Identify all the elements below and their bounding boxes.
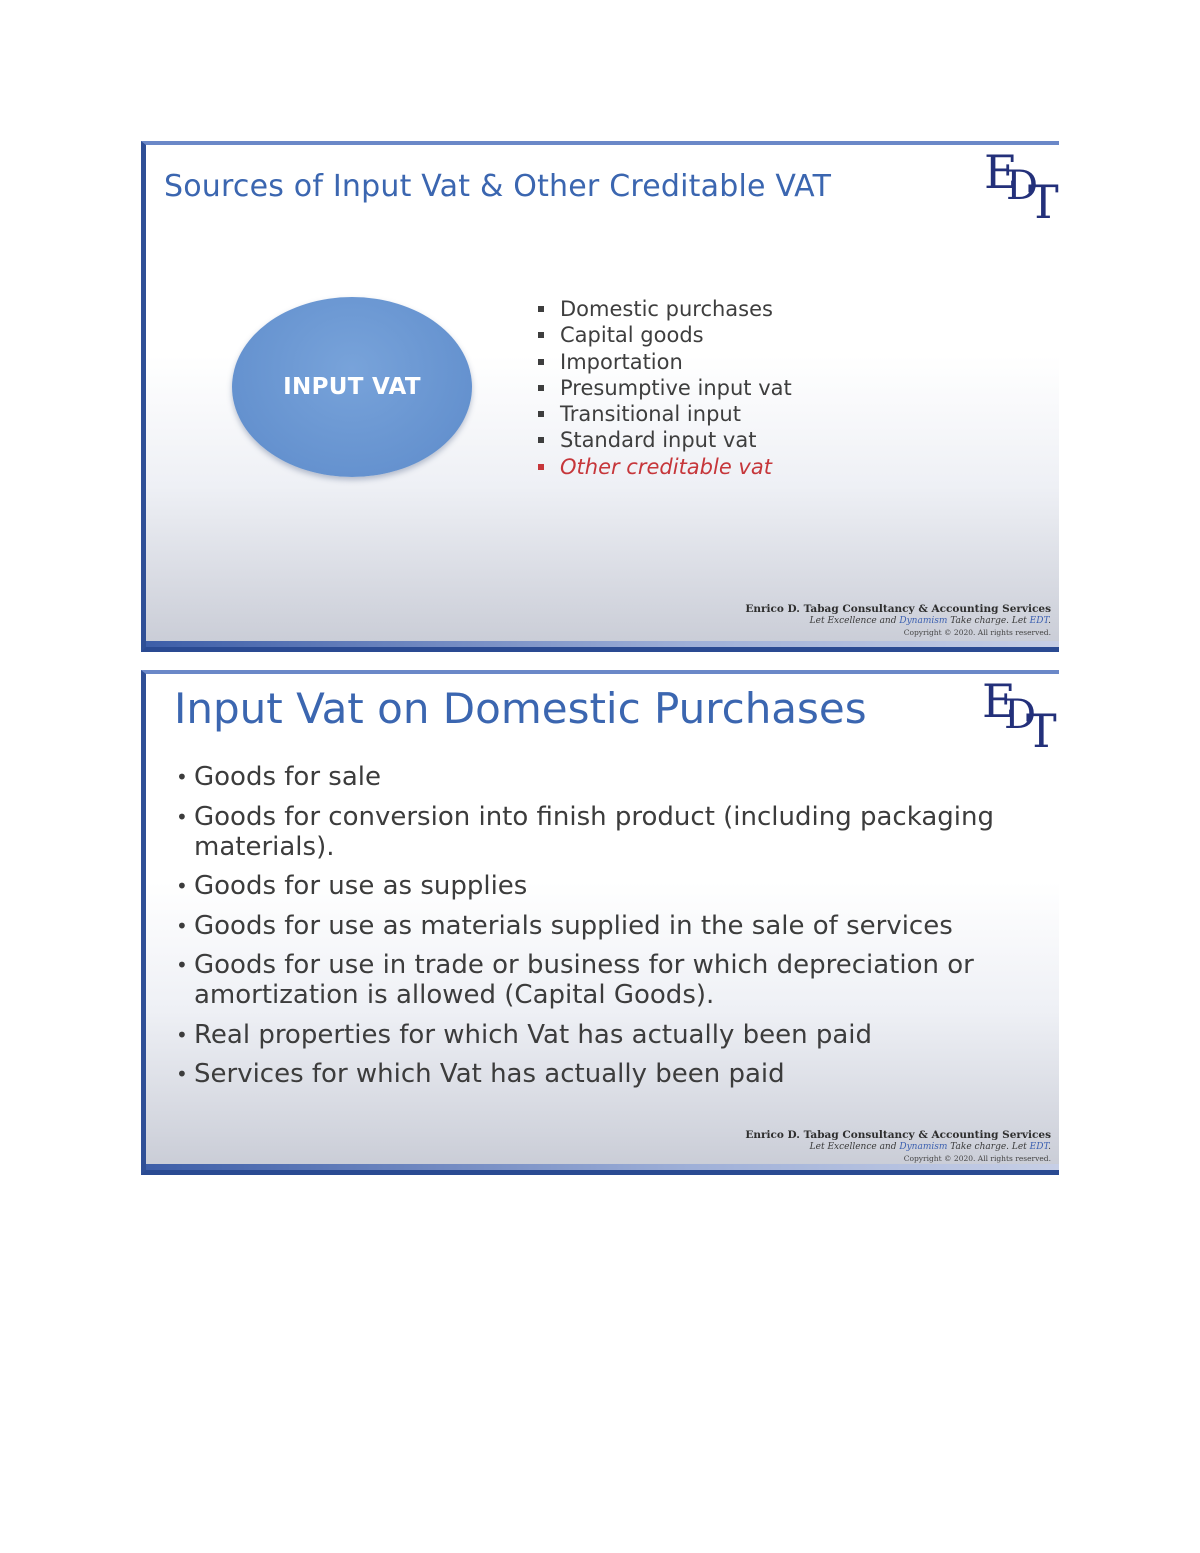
list-item: Capital goods [534, 322, 792, 348]
footer-tagline: Let Excellence and Dynamism Take charge. Let EDT. [809, 616, 1051, 626]
input-vat-ellipse [232, 297, 472, 477]
list-item: • Goods for use as supplies [176, 871, 1036, 901]
slide-sources-of-input-vat [141, 141, 1059, 652]
slide-footer [745, 1129, 1051, 1165]
slide-footer [745, 603, 1051, 639]
edt-logo: E D T [982, 674, 1057, 758]
list-item: Transitional input [534, 401, 792, 427]
slide-title: Input Vat on Domestic Purchases [174, 684, 867, 733]
input-vat-sources-list [534, 296, 792, 480]
list-item: Domestic purchases [534, 296, 792, 322]
list-item: • Services for which Vat has actually been paid [176, 1059, 1036, 1089]
footer-company: Enrico D. Tabag Consultancy & Accounting Services [745, 603, 1051, 615]
list-item: • Real properties for which Vat has actually been paid [176, 1020, 1036, 1050]
list-item: Importation [534, 349, 792, 375]
slide-title: Sources of Input Vat & Other Creditable VAT [164, 169, 832, 204]
footer-company: Enrico D. Tabag Consultancy & Accounting Services [745, 1129, 1051, 1141]
edt-logo: E D T [984, 145, 1059, 229]
list-item: • Goods for use in trade or business for which depreciation or amortization is allowed (Capital Goods). [176, 950, 1036, 1010]
list-item: Standard input vat [534, 427, 792, 453]
ellipse-label: INPUT VAT [283, 374, 421, 400]
slide-input-vat-domestic-purchases [141, 670, 1059, 1175]
footer-copyright: Copyright © 2020. All rights reserved. [903, 1154, 1051, 1163]
list-item-highlighted: Other creditable vat [534, 454, 792, 480]
domestic-purchases-list [176, 762, 1036, 1099]
list-item: • Goods for sale [176, 762, 1036, 792]
list-item: Presumptive input vat [534, 375, 792, 401]
footer-copyright: Copyright © 2020. All rights reserved. [903, 628, 1051, 637]
footer-tagline: Let Excellence and Dynamism Take charge. Let EDT. [809, 1142, 1051, 1152]
list-item: • Goods for use as materials supplied in the sale of services [176, 911, 1036, 941]
list-item: • Goods for conversion into finish product (including packaging materials). [176, 802, 1036, 862]
